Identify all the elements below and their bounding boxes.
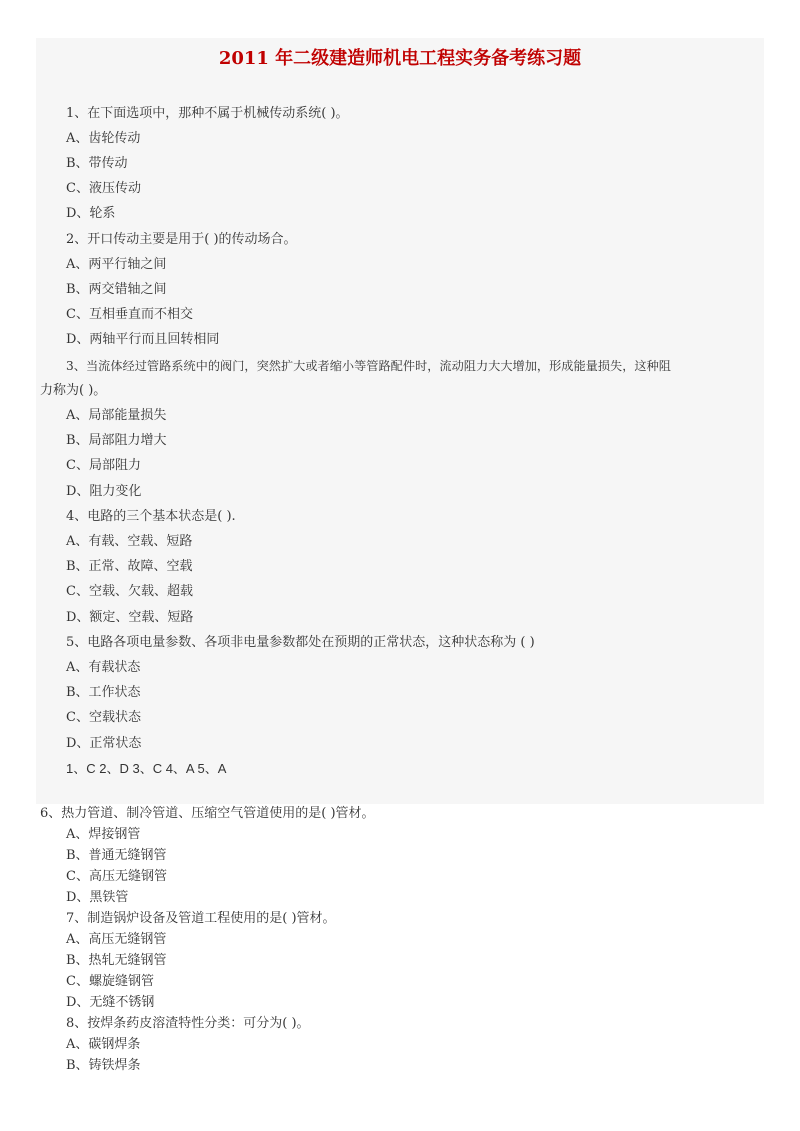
option-line: C、液压传动 — [66, 181, 141, 196]
question-6: 6、热力管道、制冷管道、压缩空气管道使用的是( )管材。 — [40, 806, 375, 821]
option-line: A、有载、空载、短路 — [66, 534, 193, 549]
option-line: B、带传动 — [66, 156, 128, 171]
page-title: 2011 年二级建造师机电工程实务备考练习题 — [218, 48, 582, 69]
option-line: A、有载状态 — [66, 660, 141, 675]
option-line: A、局部能量损失 — [66, 408, 167, 423]
option-line: C、局部阻力 — [66, 458, 141, 473]
option-line: B、两交错轴之间 — [66, 282, 167, 297]
question-5: 5、电路各项电量参数、各项非电量参数都处在预期的正常状态，这种状态称为 ( ) — [66, 635, 535, 650]
option-line: D、阻力变化 — [66, 484, 142, 499]
option-line: A、碳钢焊条 — [66, 1037, 141, 1052]
option-line: C、互相垂直而不相交 — [66, 307, 193, 322]
option-line: B、铸铁焊条 — [66, 1058, 141, 1073]
option-line: B、热轧无缝钢管 — [66, 953, 167, 968]
question-4: 4、电路的三个基本状态是( ). — [66, 509, 236, 524]
option-line: B、正常、故障、空载 — [66, 559, 193, 574]
option-line: D、额定、空载、短路 — [66, 610, 194, 625]
question-1: 1、在下面选项中，那种不属于机械传动系统( )。 — [66, 106, 349, 121]
option-line: C、高压无缝钢管 — [66, 869, 167, 884]
option-line: C、螺旋缝钢管 — [66, 974, 154, 989]
question-2: 2、开口传动主要是用于( )的传动场合。 — [66, 232, 297, 247]
option-line: B、普通无缝钢管 — [66, 848, 167, 863]
question-3: 3、当流体经过管路系统中的阀门，突然扩大或者缩小等管路配件时，流动阻力大大增加，形成能量损失，这种阻 — [66, 359, 671, 373]
answer-key: 1、C 2、D 3、C 4、A 5、A — [66, 761, 227, 776]
question-3-continued: 力称为( )。 — [40, 383, 107, 398]
option-line: A、齿轮传动 — [66, 131, 141, 146]
option-line: D、两轴平行而且回转相同 — [66, 332, 220, 347]
option-line: A、焊接钢管 — [66, 827, 141, 842]
option-line: C、空载状态 — [66, 710, 141, 725]
option-line: B、工作状态 — [66, 685, 141, 700]
option-line: A、两平行轴之间 — [66, 257, 167, 272]
option-line: D、无缝不锈钢 — [66, 995, 155, 1010]
question-8: 8、按焊条药皮溶渣特性分类：可分为( )。 — [66, 1016, 310, 1031]
option-line: D、黑铁管 — [66, 890, 129, 905]
option-line: C、空载、欠载、超载 — [66, 584, 193, 599]
option-line: B、局部阻力增大 — [66, 433, 167, 448]
option-line: D、正常状态 — [66, 736, 142, 751]
question-7: 7、制造锅炉设备及管道工程使用的是( )管材。 — [66, 911, 336, 926]
option-line: D、轮系 — [66, 206, 116, 221]
option-line: A、高压无缝钢管 — [66, 932, 167, 947]
